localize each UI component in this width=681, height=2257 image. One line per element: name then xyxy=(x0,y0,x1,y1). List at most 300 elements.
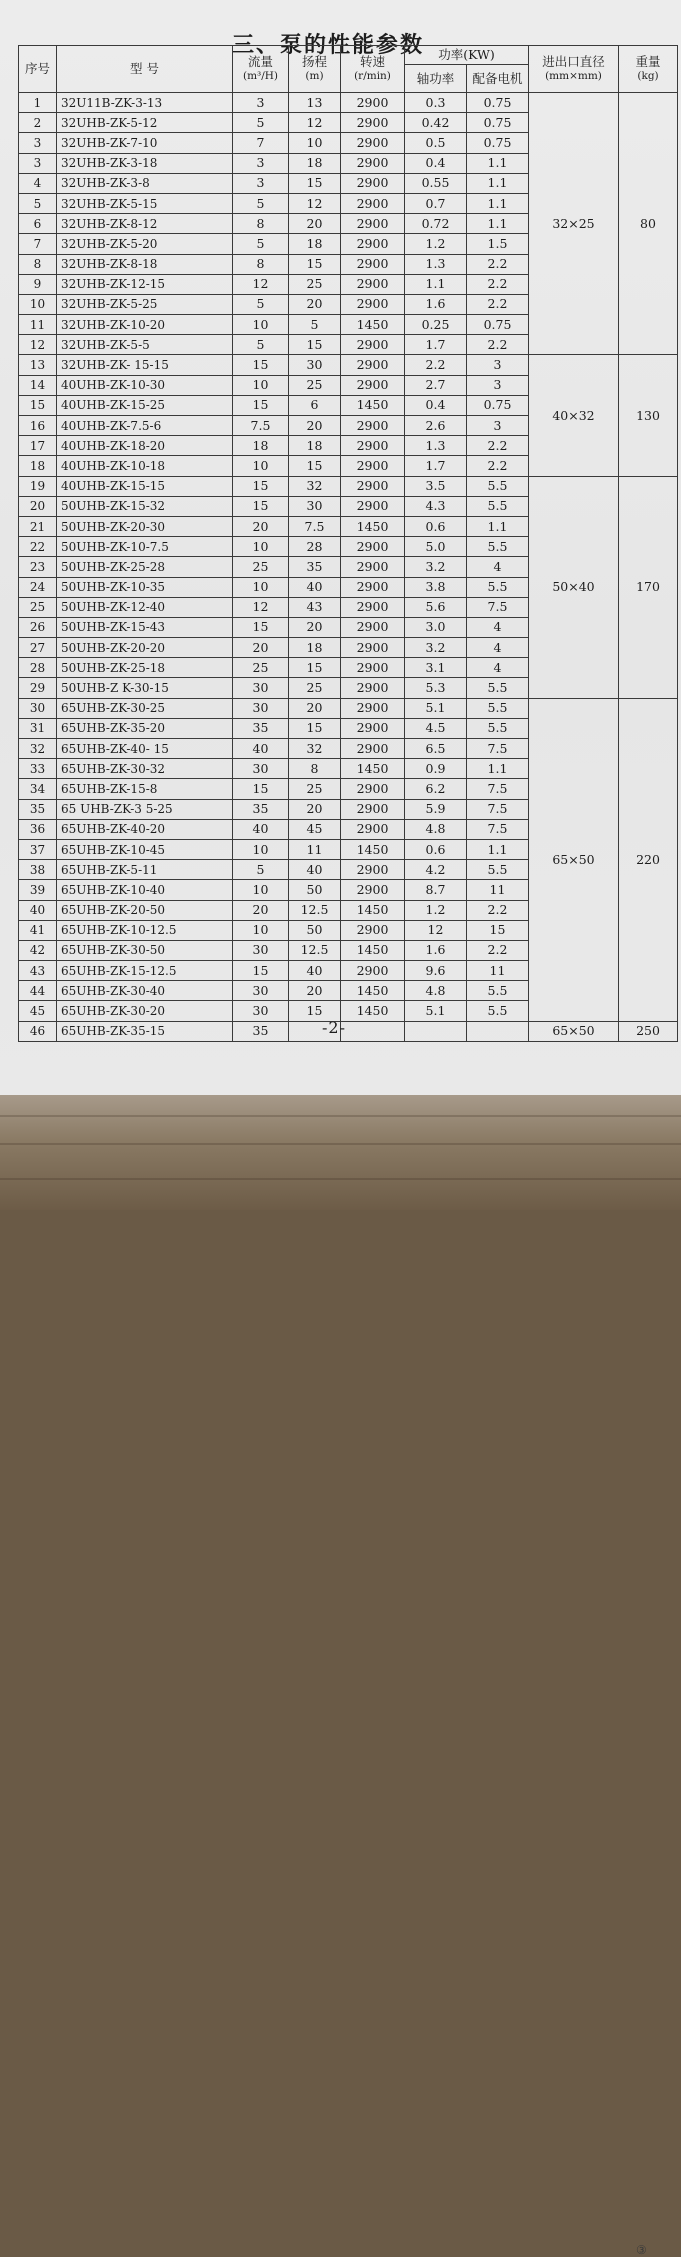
speed-cell: 2900 xyxy=(341,779,405,799)
motor-power-cell xyxy=(467,1021,529,1041)
motor-power-cell: 5.5 xyxy=(467,718,529,738)
model-cell: 65UHB-ZK-35-15 xyxy=(57,1021,233,1041)
seq-cell: 3 xyxy=(19,153,57,173)
header-weight xyxy=(619,46,678,93)
shaft-power-cell: 0.6 xyxy=(405,839,467,859)
model-cell: 65UHB-ZK-35-20 xyxy=(57,718,233,738)
shaft-power-cell: 5.3 xyxy=(405,678,467,698)
head-cell: 15 xyxy=(289,1001,341,1021)
model-cell: 40UHB-ZK-18-20 xyxy=(57,436,233,456)
seq-cell: 2 xyxy=(19,113,57,133)
flow-cell: 30 xyxy=(233,1001,289,1021)
speed-cell: 1450 xyxy=(341,1001,405,1021)
shaft-power-cell: 2.2 xyxy=(405,355,467,375)
seq-cell: 25 xyxy=(19,597,57,617)
model-cell: 65UHB-ZK-40- 15 xyxy=(57,739,233,759)
flow-cell: 10 xyxy=(233,456,289,476)
seq-cell: 21 xyxy=(19,516,57,536)
seq-cell: 40 xyxy=(19,900,57,920)
model-cell: 50UHB-ZK-25-18 xyxy=(57,658,233,678)
shaft-power-cell xyxy=(405,1021,467,1041)
model-cell: 32UHB-ZK-5-12 xyxy=(57,113,233,133)
header-flow-unit: (m³/H) xyxy=(242,70,279,82)
shaft-power-cell: 6.2 xyxy=(405,779,467,799)
head-cell: 18 xyxy=(289,153,341,173)
model-cell: 65UHB-ZK-15-12.5 xyxy=(57,961,233,981)
shaft-power-cell: 9.6 xyxy=(405,961,467,981)
model-cell: 50UHB-ZK-10-35 xyxy=(57,577,233,597)
seq-cell: 8 xyxy=(19,254,57,274)
shaft-power-cell: 5.1 xyxy=(405,1001,467,1021)
speed-cell: 2900 xyxy=(341,678,405,698)
motor-power-cell: 15 xyxy=(467,920,529,940)
motor-power-cell: 2.2 xyxy=(467,456,529,476)
motor-power-cell: 4 xyxy=(467,617,529,637)
speed-cell: 2900 xyxy=(341,597,405,617)
motor-power-cell: 5.5 xyxy=(467,476,529,496)
seq-cell: 24 xyxy=(19,577,57,597)
seq-cell: 9 xyxy=(19,274,57,294)
motor-power-cell: 1.1 xyxy=(467,153,529,173)
speed-cell: 2900 xyxy=(341,173,405,193)
model-cell: 40UHB-ZK-15-25 xyxy=(57,395,233,415)
shaft-power-cell: 0.25 xyxy=(405,315,467,335)
seq-cell: 17 xyxy=(19,436,57,456)
model-cell: 50UHB-ZK-15-43 xyxy=(57,617,233,637)
flow-cell: 15 xyxy=(233,779,289,799)
corner-mark: ③ xyxy=(636,2243,647,2257)
model-cell: 50UHB-ZK-15-32 xyxy=(57,496,233,516)
speed-cell: 2900 xyxy=(341,335,405,355)
motor-power-cell: 4 xyxy=(467,557,529,577)
header-seq: 序号 xyxy=(19,46,57,93)
seq-cell: 14 xyxy=(19,375,57,395)
header-speed xyxy=(341,46,405,93)
model-cell: 32UHB-ZK-3-8 xyxy=(57,173,233,193)
model-cell: 32UHB-ZK-5-20 xyxy=(57,234,233,254)
seq-cell: 19 xyxy=(19,476,57,496)
speed-cell: 2900 xyxy=(341,476,405,496)
head-cell: 43 xyxy=(289,597,341,617)
head-cell: 18 xyxy=(289,638,341,658)
head-cell: 12 xyxy=(289,193,341,213)
head-cell: 40 xyxy=(289,961,341,981)
model-cell: 50UHB-ZK-12-40 xyxy=(57,597,233,617)
head-cell: 15 xyxy=(289,456,341,476)
head-cell: 25 xyxy=(289,375,341,395)
seq-cell: 20 xyxy=(19,496,57,516)
shaft-power-cell: 1.2 xyxy=(405,234,467,254)
motor-power-cell: 7.5 xyxy=(467,799,529,819)
flow-cell: 35 xyxy=(233,718,289,738)
speed-cell: 2900 xyxy=(341,113,405,133)
table-body xyxy=(19,93,678,1042)
header-diameter-unit: (mm×mm) xyxy=(545,70,602,82)
seq-cell: 34 xyxy=(19,779,57,799)
speed-cell: 2900 xyxy=(341,274,405,294)
head-cell: 32 xyxy=(289,739,341,759)
head-cell: 50 xyxy=(289,920,341,940)
shaft-power-cell: 5.9 xyxy=(405,799,467,819)
motor-power-cell: 2.2 xyxy=(467,254,529,274)
header-weight-unit: (kg) xyxy=(637,70,659,82)
flow-cell: 30 xyxy=(233,759,289,779)
shaft-power-cell: 1.3 xyxy=(405,254,467,274)
head-cell: 20 xyxy=(289,698,341,718)
motor-power-cell: 1.1 xyxy=(467,193,529,213)
speed-cell: 1450 xyxy=(341,315,405,335)
model-cell: 65UHB-ZK-30-32 xyxy=(57,759,233,779)
speed-cell: 2900 xyxy=(341,456,405,476)
flow-cell: 35 xyxy=(233,799,289,819)
shaft-power-cell: 0.4 xyxy=(405,153,467,173)
motor-power-cell: 4 xyxy=(467,638,529,658)
flow-cell: 10 xyxy=(233,537,289,557)
model-cell: 65UHB-ZK-30-50 xyxy=(57,940,233,960)
head-cell: 12.5 xyxy=(289,940,341,960)
speed-cell: 2900 xyxy=(341,557,405,577)
seq-cell: 44 xyxy=(19,981,57,1001)
shaft-power-cell: 0.55 xyxy=(405,173,467,193)
flow-cell: 40 xyxy=(233,819,289,839)
seq-cell: 33 xyxy=(19,759,57,779)
shaft-power-cell: 0.6 xyxy=(405,516,467,536)
model-cell: 32UHB-ZK-5-25 xyxy=(57,294,233,314)
seq-cell: 39 xyxy=(19,880,57,900)
model-cell: 65UHB-ZK-30-25 xyxy=(57,698,233,718)
model-cell: 32UHB-ZK-12-15 xyxy=(57,274,233,294)
shaft-power-cell: 1.3 xyxy=(405,436,467,456)
seq-cell: 37 xyxy=(19,839,57,859)
table-row xyxy=(19,476,678,496)
flow-cell: 5 xyxy=(233,193,289,213)
shaft-power-cell: 5.0 xyxy=(405,537,467,557)
head-cell: 50 xyxy=(289,880,341,900)
flow-cell: 30 xyxy=(233,981,289,1001)
flow-cell: 10 xyxy=(233,920,289,940)
flow-cell: 30 xyxy=(233,940,289,960)
head-cell: 7.5 xyxy=(289,516,341,536)
seq-cell: 13 xyxy=(19,355,57,375)
model-cell: 40UHB-ZK-10-30 xyxy=(57,375,233,395)
model-cell: 32UHB-ZK-8-18 xyxy=(57,254,233,274)
motor-power-cell: 5.5 xyxy=(467,678,529,698)
model-cell: 32UHB-ZK-7-10 xyxy=(57,133,233,153)
shaft-power-cell: 3.0 xyxy=(405,617,467,637)
shaft-power-cell: 4.5 xyxy=(405,718,467,738)
model-cell: 65UHB-ZK-40-20 xyxy=(57,819,233,839)
motor-power-cell: 2.2 xyxy=(467,436,529,456)
shaft-power-cell: 0.3 xyxy=(405,93,467,113)
seq-cell: 43 xyxy=(19,961,57,981)
speed-cell: 2900 xyxy=(341,617,405,637)
shaft-power-cell: 5.6 xyxy=(405,597,467,617)
shaft-power-cell: 4.2 xyxy=(405,860,467,880)
speed-cell: 2900 xyxy=(341,961,405,981)
head-cell: 12.5 xyxy=(289,900,341,920)
motor-power-cell: 11 xyxy=(467,961,529,981)
flow-cell: 15 xyxy=(233,476,289,496)
speed-cell xyxy=(341,1021,405,1041)
weight-cell: 220 xyxy=(619,698,678,1021)
speed-cell: 2900 xyxy=(341,739,405,759)
page-number: -2- xyxy=(322,1018,346,1037)
model-cell: 65UHB-ZK-10-40 xyxy=(57,880,233,900)
seq-cell: 3 xyxy=(19,133,57,153)
flow-cell: 8 xyxy=(233,214,289,234)
seq-cell: 7 xyxy=(19,234,57,254)
seq-cell: 5 xyxy=(19,193,57,213)
diameter-cell: 65×50 xyxy=(529,698,619,1021)
weight-cell: 170 xyxy=(619,476,678,698)
shaft-power-cell: 3.1 xyxy=(405,658,467,678)
shaft-power-cell: 5.1 xyxy=(405,698,467,718)
diameter-cell: 32×25 xyxy=(529,93,619,355)
seq-cell: 42 xyxy=(19,940,57,960)
header-head-label: 扬程 xyxy=(301,54,327,69)
seq-cell: 22 xyxy=(19,537,57,557)
seq-cell: 46 xyxy=(19,1021,57,1041)
shaft-power-cell: 0.42 xyxy=(405,113,467,133)
model-cell: 32UHB-ZK-5-5 xyxy=(57,335,233,355)
flow-cell: 12 xyxy=(233,597,289,617)
speed-cell: 1450 xyxy=(341,759,405,779)
flow-cell: 18 xyxy=(233,436,289,456)
head-cell: 35 xyxy=(289,557,341,577)
flow-cell: 15 xyxy=(233,961,289,981)
model-cell: 40UHB-ZK-10-18 xyxy=(57,456,233,476)
model-cell: 32UHB-ZK-8-12 xyxy=(57,214,233,234)
seq-cell: 1 xyxy=(19,93,57,113)
head-cell: 40 xyxy=(289,577,341,597)
header-speed-label: 转速 xyxy=(359,54,385,69)
speed-cell: 2900 xyxy=(341,920,405,940)
shaft-power-cell: 1.7 xyxy=(405,335,467,355)
head-cell: 5 xyxy=(289,315,341,335)
speed-cell: 2900 xyxy=(341,577,405,597)
speed-cell: 1450 xyxy=(341,900,405,920)
seq-cell: 6 xyxy=(19,214,57,234)
shaft-power-cell: 1.6 xyxy=(405,940,467,960)
speed-cell: 2900 xyxy=(341,214,405,234)
shaft-power-cell: 0.7 xyxy=(405,193,467,213)
shaft-power-cell: 3.8 xyxy=(405,577,467,597)
seq-cell: 12 xyxy=(19,335,57,355)
head-cell: 15 xyxy=(289,254,341,274)
speed-cell: 2900 xyxy=(341,698,405,718)
motor-power-cell: 3 xyxy=(467,355,529,375)
flow-cell: 5 xyxy=(233,234,289,254)
shaft-power-cell: 2.7 xyxy=(405,375,467,395)
seq-cell: 36 xyxy=(19,819,57,839)
speed-cell: 2900 xyxy=(341,436,405,456)
motor-power-cell: 2.2 xyxy=(467,274,529,294)
model-cell: 50UHB-ZK-10-7.5 xyxy=(57,537,233,557)
motor-power-cell: 7.5 xyxy=(467,779,529,799)
flow-cell: 20 xyxy=(233,900,289,920)
speed-cell: 1450 xyxy=(341,839,405,859)
speed-cell: 1450 xyxy=(341,516,405,536)
wooden-surface xyxy=(0,1095,681,2257)
motor-power-cell: 0.75 xyxy=(467,395,529,415)
head-cell: 13 xyxy=(289,93,341,113)
head-cell: 11 xyxy=(289,839,341,859)
flow-cell: 7 xyxy=(233,133,289,153)
shaft-power-cell: 2.6 xyxy=(405,416,467,436)
head-cell: 18 xyxy=(289,436,341,456)
flow-cell: 20 xyxy=(233,638,289,658)
model-cell: 50UHB-ZK-25-28 xyxy=(57,557,233,577)
motor-power-cell: 3 xyxy=(467,416,529,436)
motor-power-cell: 2.2 xyxy=(467,900,529,920)
shaft-power-cell: 12 xyxy=(405,920,467,940)
shaft-power-cell: 4.8 xyxy=(405,819,467,839)
weight-cell: 250 xyxy=(619,1021,678,1041)
table-row xyxy=(19,698,678,718)
motor-power-cell: 2.2 xyxy=(467,940,529,960)
flow-cell: 5 xyxy=(233,335,289,355)
motor-power-cell: 0.75 xyxy=(467,315,529,335)
speed-cell: 2900 xyxy=(341,880,405,900)
speed-cell: 2900 xyxy=(341,234,405,254)
shaft-power-cell: 0.72 xyxy=(405,214,467,234)
shaft-power-cell: 4.3 xyxy=(405,496,467,516)
speed-cell: 2900 xyxy=(341,799,405,819)
header-shaft-power: 轴功率 xyxy=(405,65,467,93)
seq-cell: 16 xyxy=(19,416,57,436)
flow-cell: 12 xyxy=(233,274,289,294)
speed-cell: 2900 xyxy=(341,860,405,880)
flow-cell: 15 xyxy=(233,395,289,415)
flow-cell: 5 xyxy=(233,294,289,314)
seq-cell: 4 xyxy=(19,173,57,193)
seq-cell: 23 xyxy=(19,557,57,577)
motor-power-cell: 1.1 xyxy=(467,516,529,536)
table-row xyxy=(19,355,678,375)
flow-cell: 10 xyxy=(233,880,289,900)
speed-cell: 2900 xyxy=(341,153,405,173)
head-cell: 28 xyxy=(289,537,341,557)
motor-power-cell: 1.1 xyxy=(467,173,529,193)
model-cell: 50UHB-ZK-20-30 xyxy=(57,516,233,536)
head-cell: 45 xyxy=(289,819,341,839)
diameter-cell: 65×50 xyxy=(529,1021,619,1041)
flow-cell: 3 xyxy=(233,153,289,173)
head-cell: 20 xyxy=(289,799,341,819)
model-cell: 65UHB-ZK-30-20 xyxy=(57,1001,233,1021)
motor-power-cell: 1.5 xyxy=(467,234,529,254)
speed-cell: 1450 xyxy=(341,981,405,1001)
head-cell: 15 xyxy=(289,658,341,678)
model-cell: 32UHB-ZK-10-20 xyxy=(57,315,233,335)
model-cell: 65UHB-ZK-10-12.5 xyxy=(57,920,233,940)
motor-power-cell: 11 xyxy=(467,880,529,900)
motor-power-cell: 7.5 xyxy=(467,597,529,617)
header-head xyxy=(289,46,341,93)
motor-power-cell: 7.5 xyxy=(467,819,529,839)
flow-cell: 15 xyxy=(233,617,289,637)
head-cell: 30 xyxy=(289,355,341,375)
head-cell: 15 xyxy=(289,173,341,193)
model-cell: 65UHB-ZK-30-40 xyxy=(57,981,233,1001)
head-cell: 20 xyxy=(289,416,341,436)
seq-cell: 30 xyxy=(19,698,57,718)
model-cell: 32UHB-ZK-3-18 xyxy=(57,153,233,173)
motor-power-cell: 0.75 xyxy=(467,133,529,153)
head-cell: 10 xyxy=(289,133,341,153)
flow-cell: 30 xyxy=(233,678,289,698)
head-cell: 12 xyxy=(289,113,341,133)
model-cell: 65 UHB-ZK-3 5-25 xyxy=(57,799,233,819)
seq-cell: 32 xyxy=(19,739,57,759)
head-cell: 30 xyxy=(289,496,341,516)
speed-cell: 2900 xyxy=(341,375,405,395)
model-cell: 32UHB-ZK- 15-15 xyxy=(57,355,233,375)
speed-cell: 1450 xyxy=(341,940,405,960)
model-cell: 50UHB-Z K-30-15 xyxy=(57,678,233,698)
pump-performance-table xyxy=(18,45,678,1042)
flow-cell: 5 xyxy=(233,113,289,133)
diameter-cell: 50×40 xyxy=(529,476,619,698)
head-cell: 32 xyxy=(289,476,341,496)
speed-cell: 2900 xyxy=(341,718,405,738)
head-cell: 18 xyxy=(289,234,341,254)
shaft-power-cell: 3.5 xyxy=(405,476,467,496)
flow-cell: 10 xyxy=(233,577,289,597)
head-cell: 20 xyxy=(289,214,341,234)
model-cell: 32UHB-ZK-5-15 xyxy=(57,193,233,213)
shaft-power-cell: 1.1 xyxy=(405,274,467,294)
model-cell: 40UHB-ZK-7.5-6 xyxy=(57,416,233,436)
header-speed-unit: (r/min) xyxy=(354,70,391,82)
motor-power-cell: 5.5 xyxy=(467,698,529,718)
speed-cell: 2900 xyxy=(341,133,405,153)
speed-cell: 2900 xyxy=(341,496,405,516)
motor-power-cell: 2.2 xyxy=(467,335,529,355)
motor-power-cell: 5.5 xyxy=(467,537,529,557)
model-cell: 65UHB-ZK-20-50 xyxy=(57,900,233,920)
shaft-power-cell: 3.2 xyxy=(405,638,467,658)
seq-cell: 35 xyxy=(19,799,57,819)
shaft-power-cell: 0.9 xyxy=(405,759,467,779)
flow-cell: 3 xyxy=(233,173,289,193)
seq-cell: 29 xyxy=(19,678,57,698)
model-cell: 50UHB-ZK-20-20 xyxy=(57,638,233,658)
head-cell: 25 xyxy=(289,678,341,698)
flow-cell: 40 xyxy=(233,739,289,759)
speed-cell: 2900 xyxy=(341,355,405,375)
flow-cell: 20 xyxy=(233,516,289,536)
motor-power-cell: 5.5 xyxy=(467,860,529,880)
speed-cell: 2900 xyxy=(341,416,405,436)
motor-power-cell: 1.1 xyxy=(467,214,529,234)
model-cell: 65UHB-ZK-5-11 xyxy=(57,860,233,880)
model-cell: 32U11B-ZK-3-13 xyxy=(57,93,233,113)
seq-cell: 18 xyxy=(19,456,57,476)
motor-power-cell: 5.5 xyxy=(467,496,529,516)
speed-cell: 2900 xyxy=(341,254,405,274)
head-cell: 20 xyxy=(289,294,341,314)
header-weight-label: 重量 xyxy=(635,54,661,69)
model-cell: 40UHB-ZK-15-15 xyxy=(57,476,233,496)
flow-cell: 8 xyxy=(233,254,289,274)
speed-cell: 1450 xyxy=(341,395,405,415)
seq-cell: 45 xyxy=(19,1001,57,1021)
weight-cell: 80 xyxy=(619,93,678,355)
flow-cell: 3 xyxy=(233,93,289,113)
diameter-cell: 40×32 xyxy=(529,355,619,476)
seq-cell: 31 xyxy=(19,718,57,738)
